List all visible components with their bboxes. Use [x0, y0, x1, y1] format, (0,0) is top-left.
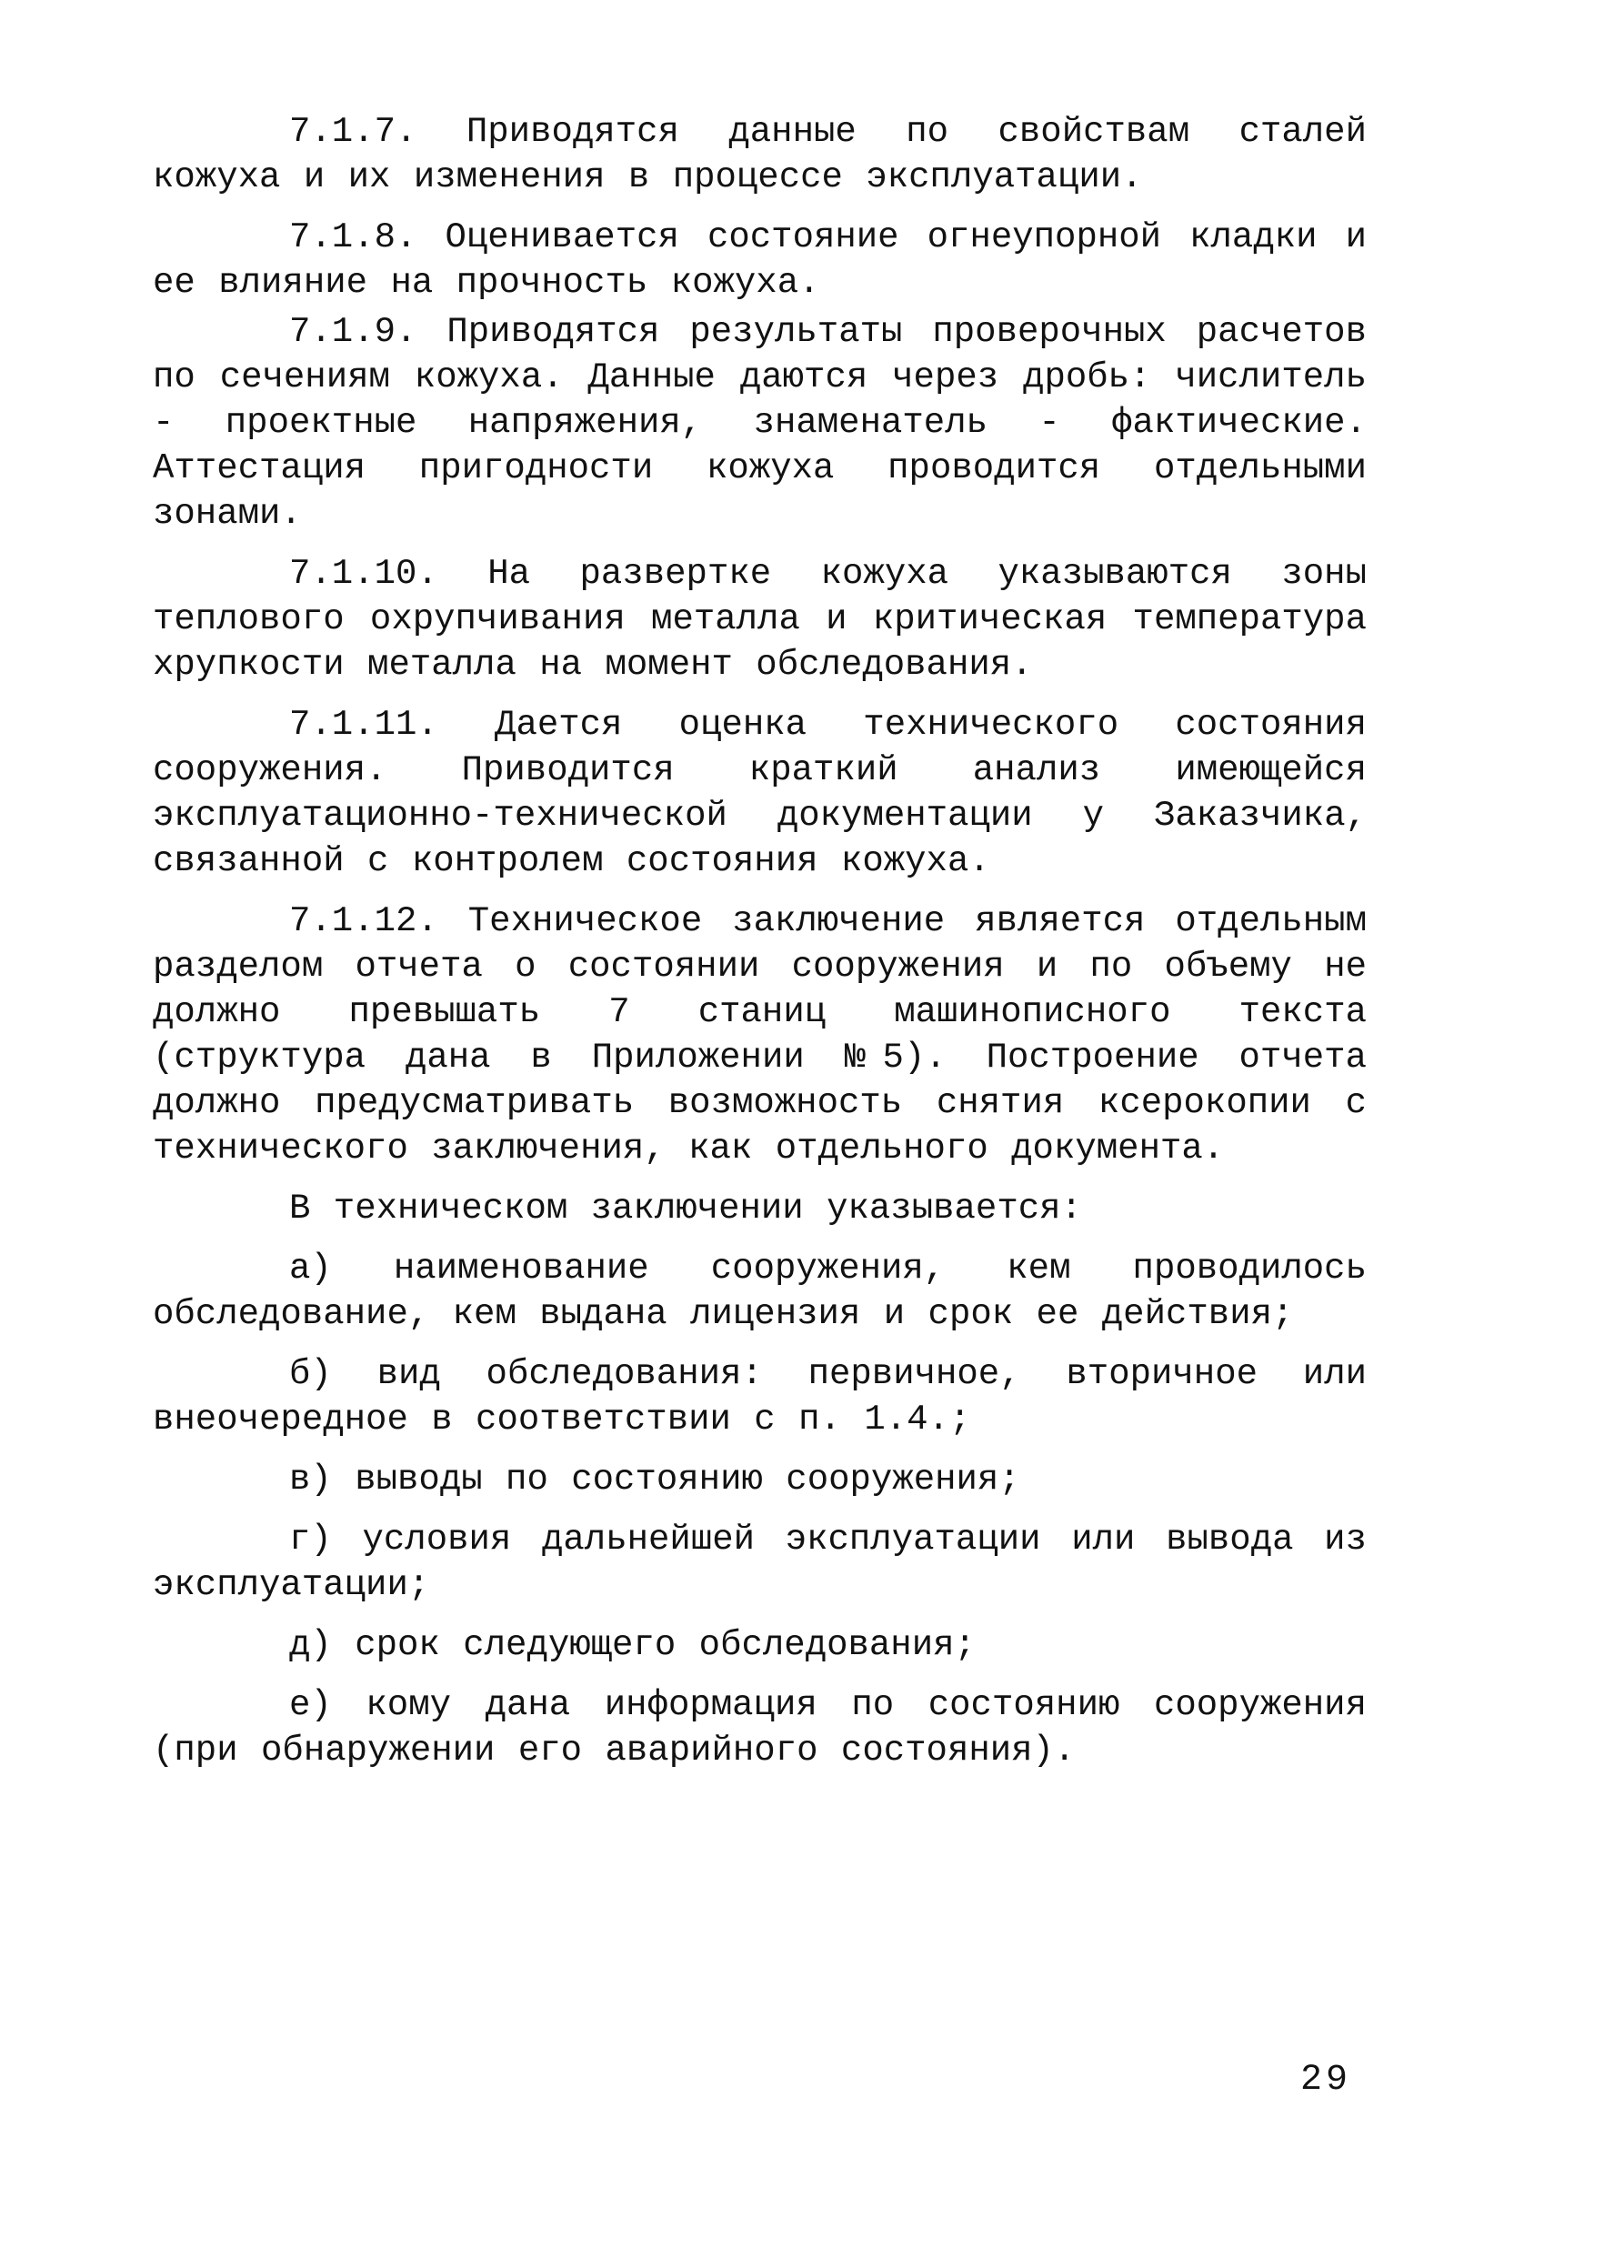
document-page: [153, 109, 1367, 1788]
page-number: 29: [1300, 2060, 1352, 2101]
paragraph-7-1-10: 7.1.10. На развертке кожуха указываются зоны теплового охрупчивания металла и критическая температура хрупкости металла на момент обследования.: [153, 554, 1367, 685]
paragraph-7-1-8: 7.1.8. Оценивается состояние огнеупорной кладки и ее влияние на прочность кожуха.: [153, 217, 1367, 303]
list-item-d: д) срок следующего обследования;: [289, 1625, 976, 1665]
list-item-v: в) выводы по состоянию сооружения;: [289, 1460, 1020, 1500]
paragraph-7-1-9: 7.1.9. Приводятся результаты проверочных расчетов по сечениям кожуха. Данные даются через дробь: числитель - проектные напряжения, знаменатель - фактические. Аттестация пригодности кожуха проводится отдельными зонами.: [153, 312, 1367, 534]
list-item-b: б) вид обследования: первичное, вторичное или внеочередное в соответствии с п. 1.4.;: [153, 1354, 1367, 1440]
list-item-g: г) условия дальнейшей эксплуатации или вывода из эксплуатации;: [153, 1520, 1367, 1605]
list-intro: В техническом заключении указывается:: [289, 1189, 1082, 1229]
paragraph-7-1-7: 7.1.7. Приводятся данные по свойствам сталей кожуха и их изменения в процессе эксплуатации.: [153, 112, 1367, 197]
list-item-a: а) наименование сооружения, кем проводилось обследование, кем выдана лицензия и срок ее действия;: [153, 1249, 1367, 1334]
paragraph-7-1-11: 7.1.11. Дается оценка технического состояния сооружения. Приводится краткий анализ имеющейся эксплуатационно-технической документации у Заказчика, связанной с контролем состояния кожуха.: [153, 705, 1367, 881]
list-item-e: е) кому дана информация по состоянию сооружения (при обнаружении его аварийного состояния).: [153, 1685, 1367, 1771]
paragraph-7-1-12: 7.1.12. Техническое заключение является отдельным разделом отчета о состоянии сооружения и по объему не должно превышать 7 станиц машинописного текста (структура дана в Приложении №5). Построение отчета должно предусматривать возможность снятия ксерокопии с технического заключения, как отдельного документа.: [153, 901, 1367, 1169]
